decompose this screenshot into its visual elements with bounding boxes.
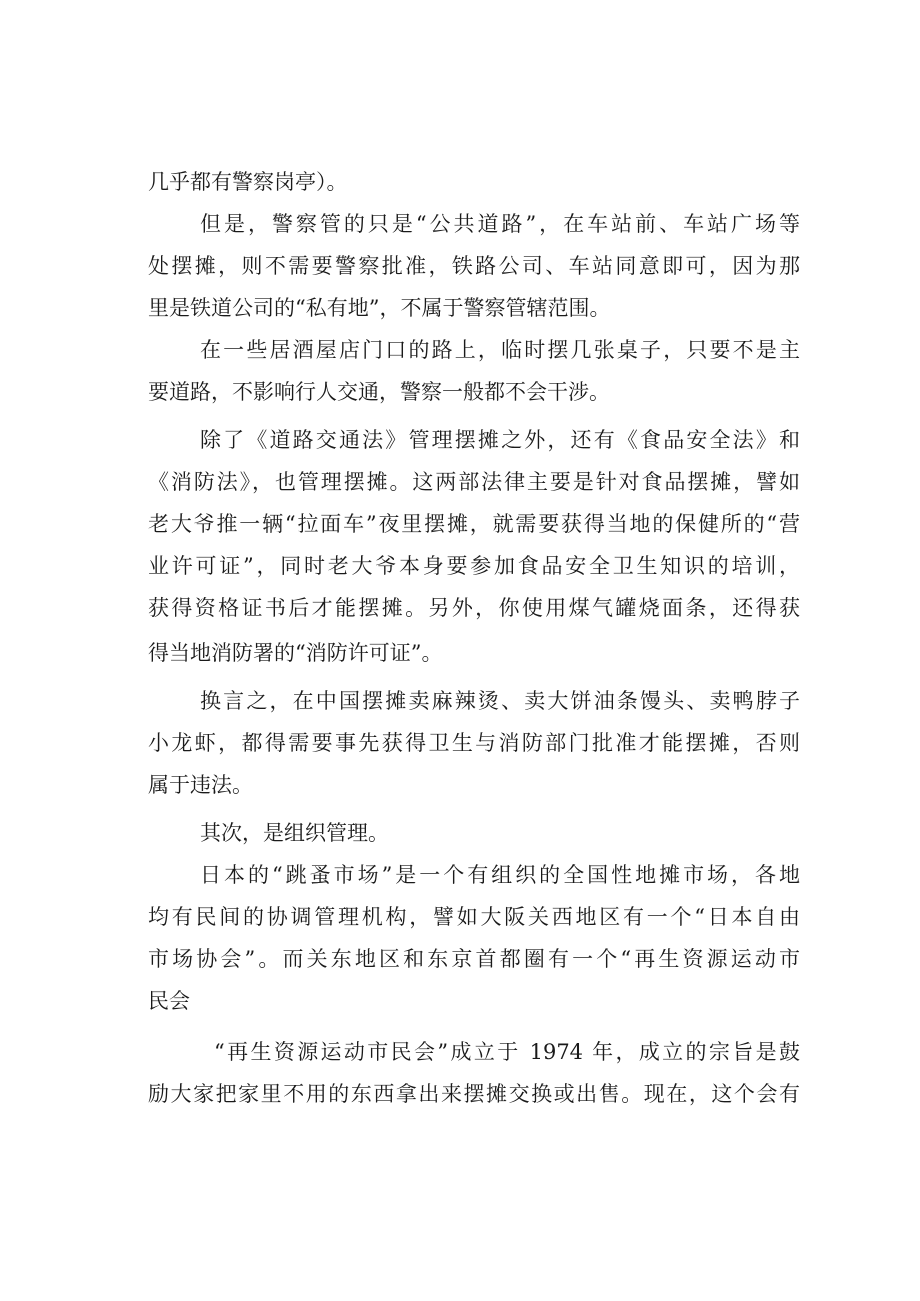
text-line: 获得资格证书后才能摆摊。另外，你使用煤气罐烧面条，还得获 xyxy=(148,596,800,620)
paragraph-first-line: 但是，警察管的只是“公共道路”，在车站前、车站广场等 xyxy=(200,212,800,236)
paragraph-first-line: “再生资源运动市民会”成立于 1974 年，成立的宗旨是鼓 xyxy=(214,1040,800,1064)
paragraph-first-line: 在一些居酒屋店门口的路上，临时摆几张桌子，只要不是主 xyxy=(200,338,800,362)
text-line: 市场协会”。而关东地区和东京首都圈有一个“再生资源运动市 xyxy=(148,947,800,971)
paragraph-first-line: 除了《道路交通法》管理摆摊之外，还有《食品安全法》和 xyxy=(200,428,800,452)
text-line: 得当地消防署的“消防许可证”。 xyxy=(148,641,443,665)
text-line: 老大爷推一辆“拉面车”夜里摆摊，就需要获得当地的保健所的“营 xyxy=(148,512,800,536)
paragraph-first-line: 日本的“跳蚤市场”是一个有组织的全国性地摊市场，各地 xyxy=(200,863,800,887)
text-line: 小龙虾，都得需要事先获得卫生与消防部门批准才能摆摊，否则 xyxy=(148,731,800,755)
paragraph-first-line: 其次，是组织管理。 xyxy=(200,821,389,845)
text-line: 要道路，不影响行人交通，警察一般都不会干涉。 xyxy=(148,380,610,404)
text-line: 《消防法》，也管理摆摊。这两部法律主要是针对食品摆摊，譬如 xyxy=(148,470,800,494)
text-line: 均有民间的协调管理机构，譬如大阪关西地区有一个“日本自由 xyxy=(148,905,800,929)
paragraph-first-line: 换言之，在中国摆摊卖麻辣烫、卖大饼油条馒头、卖鸭脖子 xyxy=(200,689,800,713)
text-line: 几乎都有警察岗亭）。 xyxy=(148,170,348,194)
text-line: 民会 xyxy=(148,989,190,1013)
text-line: 属于违法。 xyxy=(148,773,253,797)
text-line: 处摆摊，则不需要警察批准，铁路公司、车站同意即可，因为那 xyxy=(148,254,800,278)
text-line: 里是铁道公司的“私有地”，不属于警察管辖范围。 xyxy=(148,296,611,320)
text-line: 业许可证”，同时老大爷本身要参加食品安全卫生知识的培训， xyxy=(148,554,800,578)
text-line: 励大家把家里不用的东西拿出来摆摊交换或出售。现在，这个会有 xyxy=(148,1082,800,1106)
